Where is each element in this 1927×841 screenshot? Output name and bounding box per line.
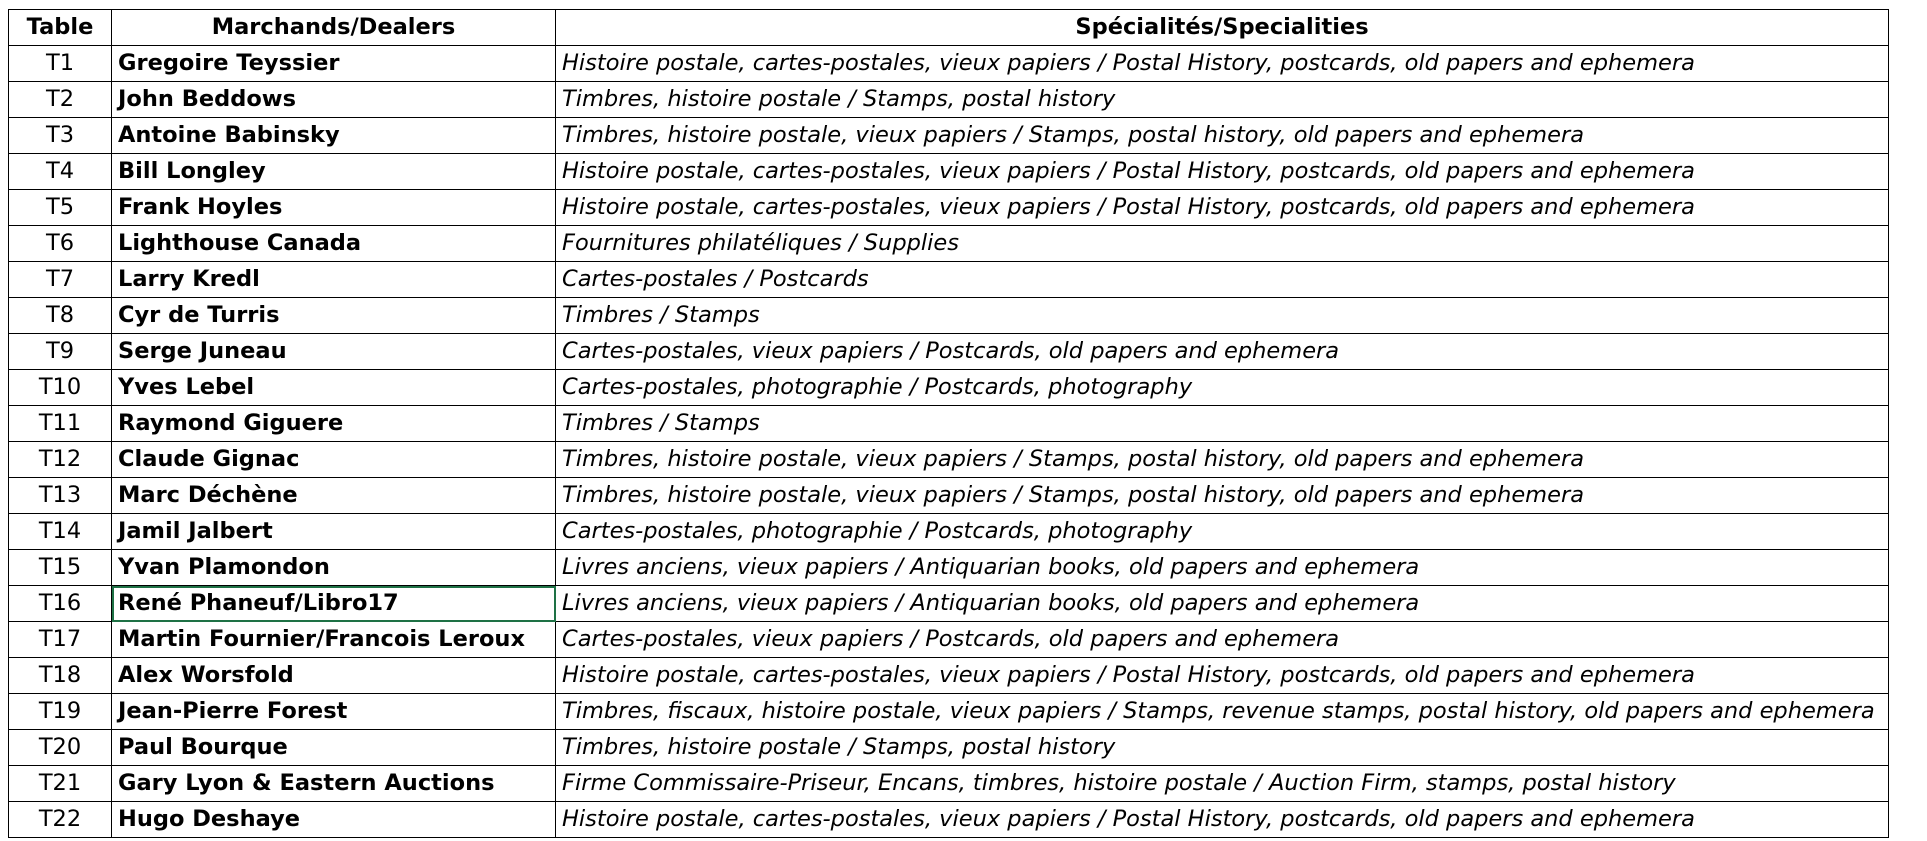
speciality-cell[interactable]: Cartes-postales, photographie / Postcards, photography: [556, 370, 1889, 406]
speciality-cell[interactable]: Cartes-postales, vieux papiers / Postcards, old papers and ephemera: [556, 334, 1889, 370]
table-row: [9, 262, 1889, 298]
table-body: [9, 46, 1889, 838]
table-row: [9, 82, 1889, 118]
speciality-cell[interactable]: Timbres / Stamps: [556, 406, 1889, 442]
speciality-cell[interactable]: Timbres, histoire postale / Stamps, postal history: [556, 730, 1889, 766]
table-number-cell[interactable]: T6: [9, 226, 112, 262]
table-number-cell[interactable]: T10: [9, 370, 112, 406]
speciality-cell[interactable]: Cartes-postales, photographie / Postcards, photography: [556, 514, 1889, 550]
header-dealers[interactable]: Marchands/Dealers: [112, 10, 556, 46]
table-row: [9, 802, 1889, 838]
dealer-name-cell[interactable]: Gary Lyon & Eastern Auctions: [112, 766, 556, 802]
dealer-name-cell[interactable]: Yves Lebel: [112, 370, 556, 406]
table-row: [9, 334, 1889, 370]
dealer-name-cell[interactable]: John Beddows: [112, 82, 556, 118]
speciality-cell[interactable]: Timbres, fiscaux, histoire postale, vieux papiers / Stamps, revenue stamps, postal history, old papers and ephemera: [556, 694, 1889, 730]
dealer-name-cell[interactable]: Larry Kredl: [112, 262, 556, 298]
table-number-cell[interactable]: T22: [9, 802, 112, 838]
table-number-cell[interactable]: T20: [9, 730, 112, 766]
dealer-name-cell[interactable]: Hugo Deshaye: [112, 802, 556, 838]
table-number-cell[interactable]: T5: [9, 190, 112, 226]
dealer-name-cell[interactable]: Jean-Pierre Forest: [112, 694, 556, 730]
table-number-cell[interactable]: T4: [9, 154, 112, 190]
speciality-cell[interactable]: Cartes-postales, vieux papiers / Postcards, old papers and ephemera: [556, 622, 1889, 658]
dealer-name-cell[interactable]: Paul Bourque: [112, 730, 556, 766]
table-row: [9, 550, 1889, 586]
table-row: [9, 442, 1889, 478]
table-number-cell[interactable]: T21: [9, 766, 112, 802]
speciality-cell[interactable]: Timbres / Stamps: [556, 298, 1889, 334]
table-number-cell[interactable]: T7: [9, 262, 112, 298]
speciality-cell[interactable]: Livres anciens, vieux papiers / Antiquarian books, old papers and ephemera: [556, 586, 1889, 622]
table-row: [9, 766, 1889, 802]
speciality-cell[interactable]: Histoire postale, cartes-postales, vieux papiers / Postal History, postcards, old papers and ephemera: [556, 46, 1889, 82]
table-row: [9, 406, 1889, 442]
speciality-cell[interactable]: Firme Commissaire-Priseur, Encans, timbres, histoire postale / Auction Firm, stamps, postal history: [556, 766, 1889, 802]
table-row: [9, 370, 1889, 406]
table-row: [9, 514, 1889, 550]
table-row: [9, 586, 1889, 622]
table-number-cell[interactable]: T1: [9, 46, 112, 82]
table-row: [9, 226, 1889, 262]
speciality-cell[interactable]: Histoire postale, cartes-postales, vieux papiers / Postal History, postcards, old papers and ephemera: [556, 190, 1889, 226]
speciality-cell[interactable]: Histoire postale, cartes-postales, vieux papiers / Postal History, postcards, old papers and ephemera: [556, 154, 1889, 190]
speciality-cell[interactable]: Histoire postale, cartes-postales, vieux papiers / Postal History, postcards, old papers and ephemera: [556, 658, 1889, 694]
dealer-name-cell[interactable]: Alex Worsfold: [112, 658, 556, 694]
table-row: [9, 622, 1889, 658]
dealer-name-cell[interactable]: Frank Hoyles: [112, 190, 556, 226]
speciality-cell[interactable]: Cartes-postales / Postcards: [556, 262, 1889, 298]
dealer-name-cell[interactable]: Raymond Giguere: [112, 406, 556, 442]
table-number-cell[interactable]: T19: [9, 694, 112, 730]
dealer-name-cell[interactable]: Martin Fournier/Francois Leroux: [112, 622, 556, 658]
table-number-cell[interactable]: T12: [9, 442, 112, 478]
speciality-cell[interactable]: Histoire postale, cartes-postales, vieux papiers / Postal History, postcards, old papers and ephemera: [556, 802, 1889, 838]
speciality-cell[interactable]: Timbres, histoire postale, vieux papiers / Stamps, postal history, old papers and ephemera: [556, 478, 1889, 514]
header-table[interactable]: Table: [9, 10, 112, 46]
header-specialities[interactable]: Spécialités/Specialities: [556, 10, 1889, 46]
speciality-cell[interactable]: Timbres, histoire postale, vieux papiers / Stamps, postal history, old papers and ephemera: [556, 442, 1889, 478]
dealer-name-cell[interactable]: Claude Gignac: [112, 442, 556, 478]
speciality-cell[interactable]: Timbres, histoire postale, vieux papiers / Stamps, postal history, old papers and ephemera: [556, 118, 1889, 154]
table-number-cell[interactable]: T3: [9, 118, 112, 154]
dealer-name-cell[interactable]: Lighthouse Canada: [112, 226, 556, 262]
table-number-cell[interactable]: T15: [9, 550, 112, 586]
dealer-name-cell[interactable]: Gregoire Teyssier: [112, 46, 556, 82]
table-row: [9, 118, 1889, 154]
table-number-cell[interactable]: T13: [9, 478, 112, 514]
table-number-cell[interactable]: T18: [9, 658, 112, 694]
speciality-cell[interactable]: Timbres, histoire postale / Stamps, postal history: [556, 82, 1889, 118]
selected-cell[interactable]: René Phaneuf/Libro17: [112, 586, 556, 622]
table-number-cell[interactable]: T16: [9, 586, 112, 622]
table-row: [9, 46, 1889, 82]
table-number-cell[interactable]: T17: [9, 622, 112, 658]
table-row: [9, 298, 1889, 334]
dealer-name-cell[interactable]: Antoine Babinsky: [112, 118, 556, 154]
table-number-cell[interactable]: T2: [9, 82, 112, 118]
speciality-cell[interactable]: Fournitures philatéliques / Supplies: [556, 226, 1889, 262]
speciality-cell[interactable]: Livres anciens, vieux papiers / Antiquarian books, old papers and ephemera: [556, 550, 1889, 586]
dealer-name-cell[interactable]: Marc Déchène: [112, 478, 556, 514]
table-number-cell[interactable]: T11: [9, 406, 112, 442]
dealer-name-cell[interactable]: Cyr de Turris: [112, 298, 556, 334]
table-row: [9, 478, 1889, 514]
table-row: [9, 154, 1889, 190]
table-number-cell[interactable]: T8: [9, 298, 112, 334]
header-row: [9, 10, 1889, 46]
dealer-name-cell[interactable]: Jamil Jalbert: [112, 514, 556, 550]
dealer-name-cell[interactable]: Bill Longley: [112, 154, 556, 190]
table-number-cell[interactable]: T14: [9, 514, 112, 550]
table-number-cell[interactable]: T9: [9, 334, 112, 370]
dealer-name-cell[interactable]: Yvan Plamondon: [112, 550, 556, 586]
table-row: [9, 694, 1889, 730]
table-row: [9, 730, 1889, 766]
dealers-table: [8, 9, 1889, 838]
dealer-name-cell[interactable]: Serge Juneau: [112, 334, 556, 370]
table-row: [9, 658, 1889, 694]
table-row: [9, 190, 1889, 226]
